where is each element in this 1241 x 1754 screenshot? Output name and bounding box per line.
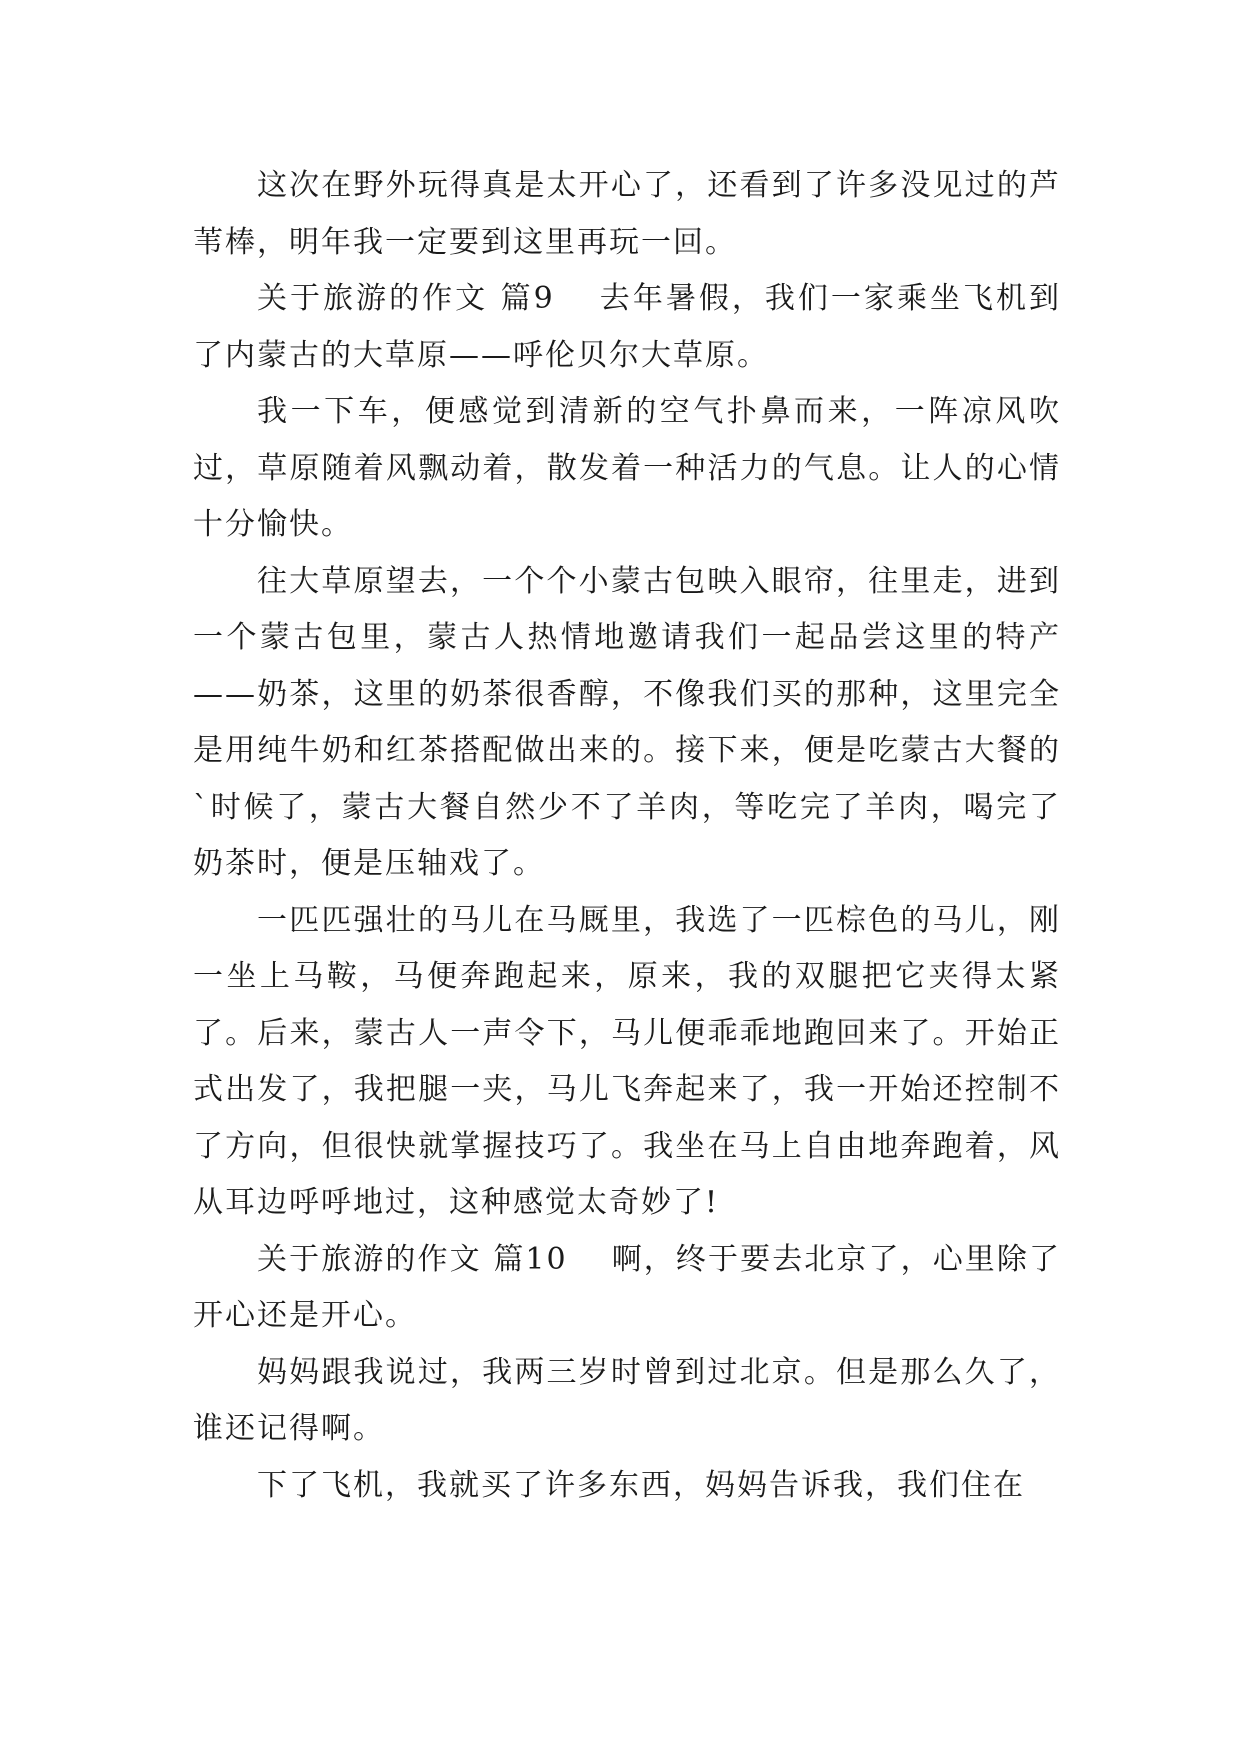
paragraph <box>193 1458 1061 1515</box>
paragraph-text: 去年暑假，我们一家乘坐飞机到了内蒙古的大草原——呼伦贝尔大草原。 <box>193 281 1062 373</box>
document-body <box>193 158 1061 1514</box>
paragraph-text: 下了飞机，我就买了许多东西，妈妈告诉我，我们住在 <box>257 1467 1025 1503</box>
paragraph <box>193 271 1061 384</box>
paragraph <box>193 384 1061 554</box>
paragraph <box>193 554 1061 893</box>
paragraph-text: 往大草原望去，一个个小蒙古包映入眼帘，往里走，进到一个蒙古包里，蒙古人热情地邀请我们一起品尝这里的特产——奶茶，这里的奶茶很香醇，不像我们买的那种，这里完全是用纯牛奶和红茶搭配做出来的。接下来，便是吃蒙古大餐的`时候了，蒙古大餐自然少不了羊肉，等吃完了羊肉，喝完了奶茶时，便是压轴戏了。 <box>193 563 1061 881</box>
paragraph-text: 啊，终于要去北京了，心里除了开心还是开心。 <box>193 1241 1061 1333</box>
paragraph <box>193 1345 1061 1458</box>
section-heading: 关于旅游的作文 篇9 <box>257 281 555 316</box>
paragraph-text: 这次在野外玩得真是太开心了，还看到了许多没见过的芦苇棒，明年我一定要到这里再玩一回。 <box>193 168 1061 260</box>
paragraph <box>193 158 1061 271</box>
paragraph-text: 我一下车，便感觉到清新的空气扑鼻而来，一阵凉风吹过，草原随着风飘动着，散发着一种活力的气息。让人的心情十分愉快。 <box>193 394 1061 542</box>
paragraph <box>193 1232 1061 1345</box>
paragraph-text: 妈妈跟我说过，我两三岁时曾到过北京。但是那么久了，谁还记得啊。 <box>193 1354 1061 1446</box>
paragraph-text: 一匹匹强壮的马儿在马厩里，我选了一匹棕色的马儿，刚一坐上马鞍，马便奔跑起来，原来，我的双腿把它夹得太紧了。后来，蒙古人一声令下，马儿便乖乖地跑回来了。开始正式出发了，我把腿一夹，马儿飞奔起来了，我一开始还控制不了方向，但很快就掌握技巧了。我坐在马上自由地奔跑着，风从耳边呼呼地过，这种感觉太奇妙了! <box>193 902 1061 1220</box>
section-heading: 关于旅游的作文 篇10 <box>257 1241 568 1277</box>
paragraph <box>193 893 1061 1232</box>
